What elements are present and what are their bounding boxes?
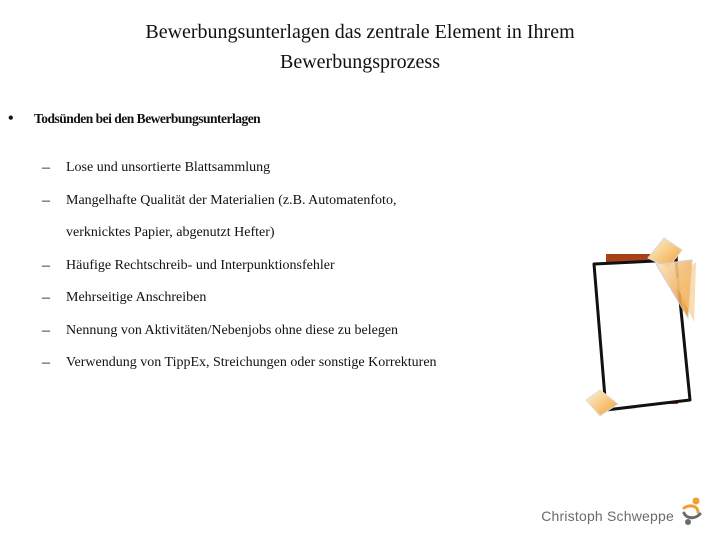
list-item <box>40 347 460 380</box>
slide-title-line-1: Bewerbungsunterlagen das zentrale Element in Ihrem <box>145 21 575 44</box>
logo-text: Christoph Schweppe <box>541 508 674 524</box>
dash-icon: – <box>42 289 50 306</box>
list-item-text: Mangelhafte Qualität der Materialien (z.B. Automatenfoto, verknicktes Papier, abgenutzt Hefter) <box>66 192 397 240</box>
main-bullet <box>8 110 608 128</box>
slide-title-line-2: Bewerbungsprozess <box>280 51 440 74</box>
dash-icon: – <box>42 191 50 209</box>
dash-icon: – <box>42 159 50 176</box>
main-bullet-text: Todsünden bei den Bewerbungsunterlagen <box>34 111 261 126</box>
person-swirl-logo-icon <box>678 496 706 526</box>
bullet-dot-icon: • <box>8 110 14 127</box>
sub-bullet-list <box>40 152 460 380</box>
dash-icon: – <box>42 321 50 339</box>
list-item <box>40 282 460 315</box>
slide-title <box>60 17 660 77</box>
list-item <box>40 315 460 348</box>
list-item-text: Lose und unsortierte Blattsammlung <box>66 160 271 175</box>
list-item <box>40 152 460 185</box>
list-item-text: Mehrseitige Anschreiben <box>66 290 207 305</box>
list-item-text: Häufige Rechtschreib- und Interpunktionsfehler <box>66 257 335 273</box>
list-item <box>40 185 460 250</box>
dash-icon: – <box>42 354 50 371</box>
list-item-text: Nennung von Aktivitäten/Nebenjobs ohne diese zu belegen <box>66 322 399 338</box>
messy-papers-illustration <box>578 232 708 422</box>
list-item-text: Verwendung von TippEx, Streichungen oder sonstige Korrekturen <box>66 355 437 370</box>
list-item <box>40 250 460 283</box>
dash-icon: – <box>42 256 50 274</box>
company-logo <box>541 492 706 526</box>
